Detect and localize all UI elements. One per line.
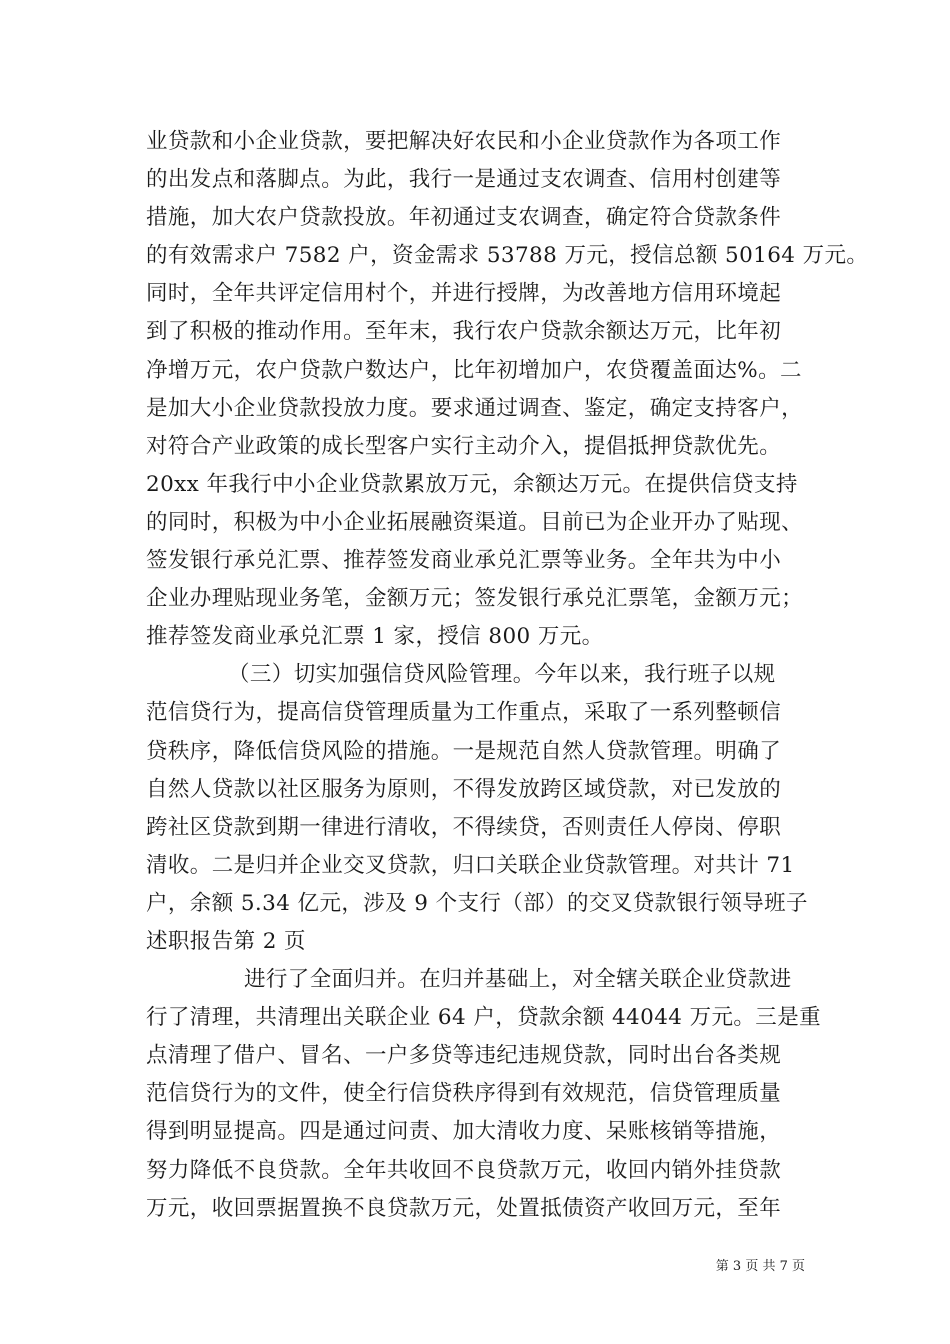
- text-line: 户，余额 5.34 亿元，涉及 9 个支行（部）的交叉贷款银行领导班子: [146, 890, 808, 916]
- text-line: 万元，收回票据置换不良贷款万元，处置抵债资产收回万元，至年: [146, 1195, 782, 1221]
- text-line: 努力降低不良贷款。全年共收回不良贷款万元，收回内销外挂贷款: [146, 1157, 782, 1183]
- text-line: 到了积极的推动作用。至年末，我行农户贷款余额达万元，比年初: [146, 319, 782, 345]
- text-line: 净增万元，农户贷款户数达户，比年初增加户，农贷覆盖面达%。二: [146, 357, 802, 383]
- text-line: 签发银行承兑汇票、推荐签发商业承兑汇票等业务。全年共为中小: [146, 548, 782, 574]
- text-line: 范信贷行为的文件，使全行信贷秩序得到有效规范，信贷管理质量: [146, 1081, 782, 1107]
- text-line: 是加大小企业贷款投放力度。要求通过调查、鉴定，确定支持客户，: [146, 395, 804, 421]
- section-heading-line: （三）切实加强信贷风险管理。今年以来，我行班子以规: [228, 662, 776, 688]
- text-line: 措施，加大农户贷款投放。年初通过支农调查，确定符合贷款条件: [146, 205, 782, 231]
- text-line: 同时，全年共评定信用村个，并进行授牌，为改善地方信用环境起: [146, 281, 782, 307]
- text-line: 业贷款和小企业贷款，要把解决好农民和小企业贷款作为各项工作: [146, 129, 782, 154]
- text-line: 自然人贷款以社区服务为原则，不得发放跨区域贷款，对已发放的: [146, 776, 782, 802]
- text-line: 跨社区贷款到期一律进行清收，不得续贷，否则责任人停岗、停职: [146, 814, 782, 840]
- body-text: [146, 123, 869, 1228]
- text-line: 推荐签发商业承兑汇票 1 家，授信 800 万元。: [146, 624, 604, 650]
- text-line: 述职报告第 2 页: [146, 928, 306, 954]
- text-line: 贷秩序，降低信贷风险的措施。一是规范自然人贷款管理。明确了: [146, 738, 782, 764]
- text-line: 对符合产业政策的成长型客户实行主动介入，提倡抵押贷款优先。: [146, 433, 782, 459]
- text-line: 范信贷行为，提高信贷管理质量为工作重点，采取了一系列整顿信: [146, 700, 782, 726]
- text-line: 的同时，积极为中小企业拓展融资渠道。目前已为企业开办了贴现、: [146, 509, 804, 535]
- text-line: 清收。二是归并企业交叉贷款，归口关联企业贷款管理。对共计 71: [146, 852, 795, 878]
- text-line: 20xx 年我行中小企业贷款累放万元，余额达万元。在提供信贷支持: [146, 471, 798, 497]
- text-line: 点清理了借户、冒名、一户多贷等违纪违规贷款，同时出台各类规: [146, 1043, 782, 1069]
- text-line: 的有效需求户 7582 户，资金需求 53788 万元，授信总额 50164 万元。: [146, 243, 869, 269]
- text-line: 企业办理贴现业务笔，金额万元；签发银行承兑汇票笔，金额万元；: [146, 586, 804, 612]
- page-number: 第 3 页 共 7 页: [715, 1259, 805, 1274]
- text-line: 行了清理，共清理出关联企业 64 户，贷款余额 44044 万元。三是重: [146, 1005, 821, 1031]
- paragraph-start-line: 进行了全面归并。在归并基础上，对全辖关联企业贷款进: [244, 967, 792, 993]
- text-line: 得到明显提高。四是通过问责、加大清收力度、呆账核销等措施，: [146, 1119, 782, 1145]
- text-line: 的出发点和落脚点。为此，我行一是通过支农调查、信用村创建等: [146, 167, 782, 193]
